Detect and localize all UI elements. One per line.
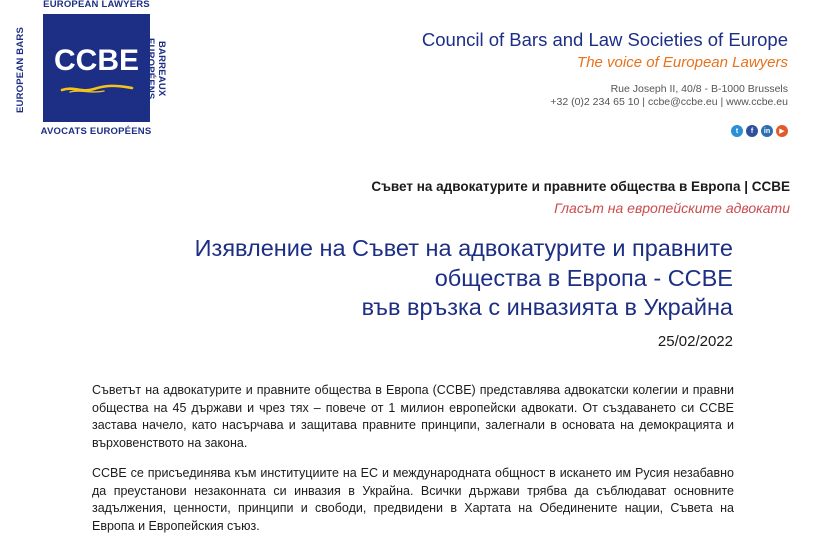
statement-date: 25/02/2022 <box>657 333 733 350</box>
ccbe-logo <box>12 0 166 142</box>
statement-heading <box>33 234 733 323</box>
heading-line: Изявление на Съвет на адвокатурите и правните <box>194 235 733 261</box>
twitter-icon[interactable]: t <box>731 125 743 137</box>
logo-top-text: EUROPEAN LAWYERS <box>43 0 150 10</box>
logo-left-text: EUROPEAN BARS <box>15 27 26 113</box>
org-address: Rue Joseph II, 40/8 - B-1000 Brussels <box>610 83 788 95</box>
org-contact: +32 (0)2 234 65 10 | ccbe@ccbe.eu | www.ccbe.eu <box>550 96 788 108</box>
org-tagline: The voice of European Lawyers <box>577 54 788 71</box>
bg-org-name: Съвет на адвокатурите и правните общества в Европа | CCBE <box>371 179 790 194</box>
logo-center-text: CCBE <box>53 44 139 77</box>
body-paragraph: Съветът на адвокатурите и правните общества в Европа (CCBE) представлява адвокатски колегии и правни общества на 45 държави и чрез тях – повече от 1 милион европейски адвокати. От създаването си CCBE застава начело, като насърчава и защитава правните принципи, залегнали в основата на демокрацията и върховенството на закона. <box>92 383 734 450</box>
logo-swoosh-icon <box>60 82 134 96</box>
logo-right-text: BARREAUX EUROPÉENS <box>145 38 167 100</box>
heading-line: във връзка с инвазията в Украйна <box>361 294 733 320</box>
social-links <box>731 125 788 137</box>
youtube-icon[interactable]: ▶ <box>776 125 788 137</box>
heading-line: общества в Европа - CCBE <box>434 264 733 291</box>
org-title: Council of Bars and Law Societies of Europe <box>421 29 788 50</box>
facebook-icon[interactable]: f <box>746 125 758 137</box>
body-paragraph: CCBE се присъединява към институциите на ЕС и международната общност в искането им Русия незабавно да преустанови незаконната си инвазия в Украйна. Всички държави трябва да съблюдават основните задължения, ценности, принципи и свободи, предвидени в Хартата на Обединените нации, Съвета на Европа и Европейския съюз. <box>92 466 734 533</box>
statement-body <box>92 382 734 548</box>
bg-org-tagline: Гласът на европейските адвокати <box>554 200 790 216</box>
linkedin-icon[interactable]: in <box>761 125 773 137</box>
logo-bottom-text: AVOCATS EUROPÉENS <box>40 126 152 137</box>
